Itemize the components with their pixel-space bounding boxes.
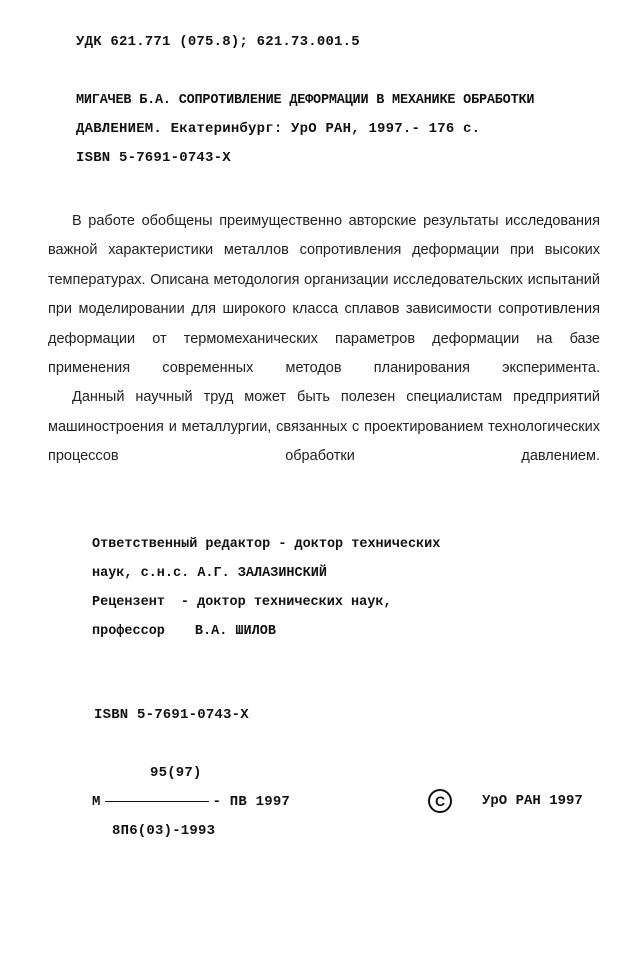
fraction-bar	[105, 801, 209, 802]
credits-block	[92, 530, 440, 646]
m-letter: М	[92, 794, 101, 810]
citation-line-1: МИГАЧЕВ Б.А. СОПРОТИВЛЕНИЕ ДЕФОРМАЦИИ В МЕХАНИКЕ ОБРАБОТКИ	[76, 93, 535, 108]
abstract	[48, 207, 600, 472]
code-bottom: 8П6(03)-1993	[112, 823, 216, 839]
reviewer-title: профессор	[92, 624, 165, 639]
copyright-icon: C	[428, 789, 452, 813]
copyright-text: УрО РАН 1997	[482, 793, 583, 809]
editor-line-2: наук, с.н.с. А.Г. ЗАЛАЗИНСКИЙ	[92, 566, 327, 581]
reviewer-label: Рецензент	[92, 595, 165, 610]
reviewer-line	[92, 588, 440, 617]
udk-line: УДК 621.771 (075.8); 621.73.001.5	[76, 34, 360, 50]
abstract-paragraph-1: В работе обобщены преимущественно авторские результаты исследования важной характеристики металлов сопротивления деформации при высоких температурах. Описана методология организации исследовательских испытаний при моделировании для широкого класса сплавов зависимости сопротивления деформации от термомеханических параметров деформации на базе применения современных методов планирования эксперимента.	[48, 213, 600, 377]
m-code-line	[92, 794, 290, 810]
isbn-header: ISBN 5-7691-0743-X	[76, 150, 231, 166]
isbn-imprint: ISBN 5-7691-0743-X	[94, 707, 249, 723]
code-top: 95(97)	[150, 765, 202, 781]
reviewer-name-line	[92, 617, 440, 646]
editor-line-1: Ответственный редактор - доктор технических	[92, 537, 441, 552]
m-suffix: - ПВ 1997	[212, 794, 291, 810]
citation-line-2: ДАВЛЕНИЕМ. Екатеринбург: УрО РАН, 1997.- 176 с.	[76, 121, 481, 137]
reviewer-degree: - доктор технических наук,	[180, 595, 392, 610]
abstract-paragraph-2: Данный научный труд может быть полезен специалистам предприятий машиностроения и металлургии, связанных с проектированием технологических процессов обработки давлением.	[48, 389, 600, 465]
copyright-notice	[428, 789, 583, 813]
reviewer-name: В.А. ШИЛОВ	[194, 624, 276, 639]
